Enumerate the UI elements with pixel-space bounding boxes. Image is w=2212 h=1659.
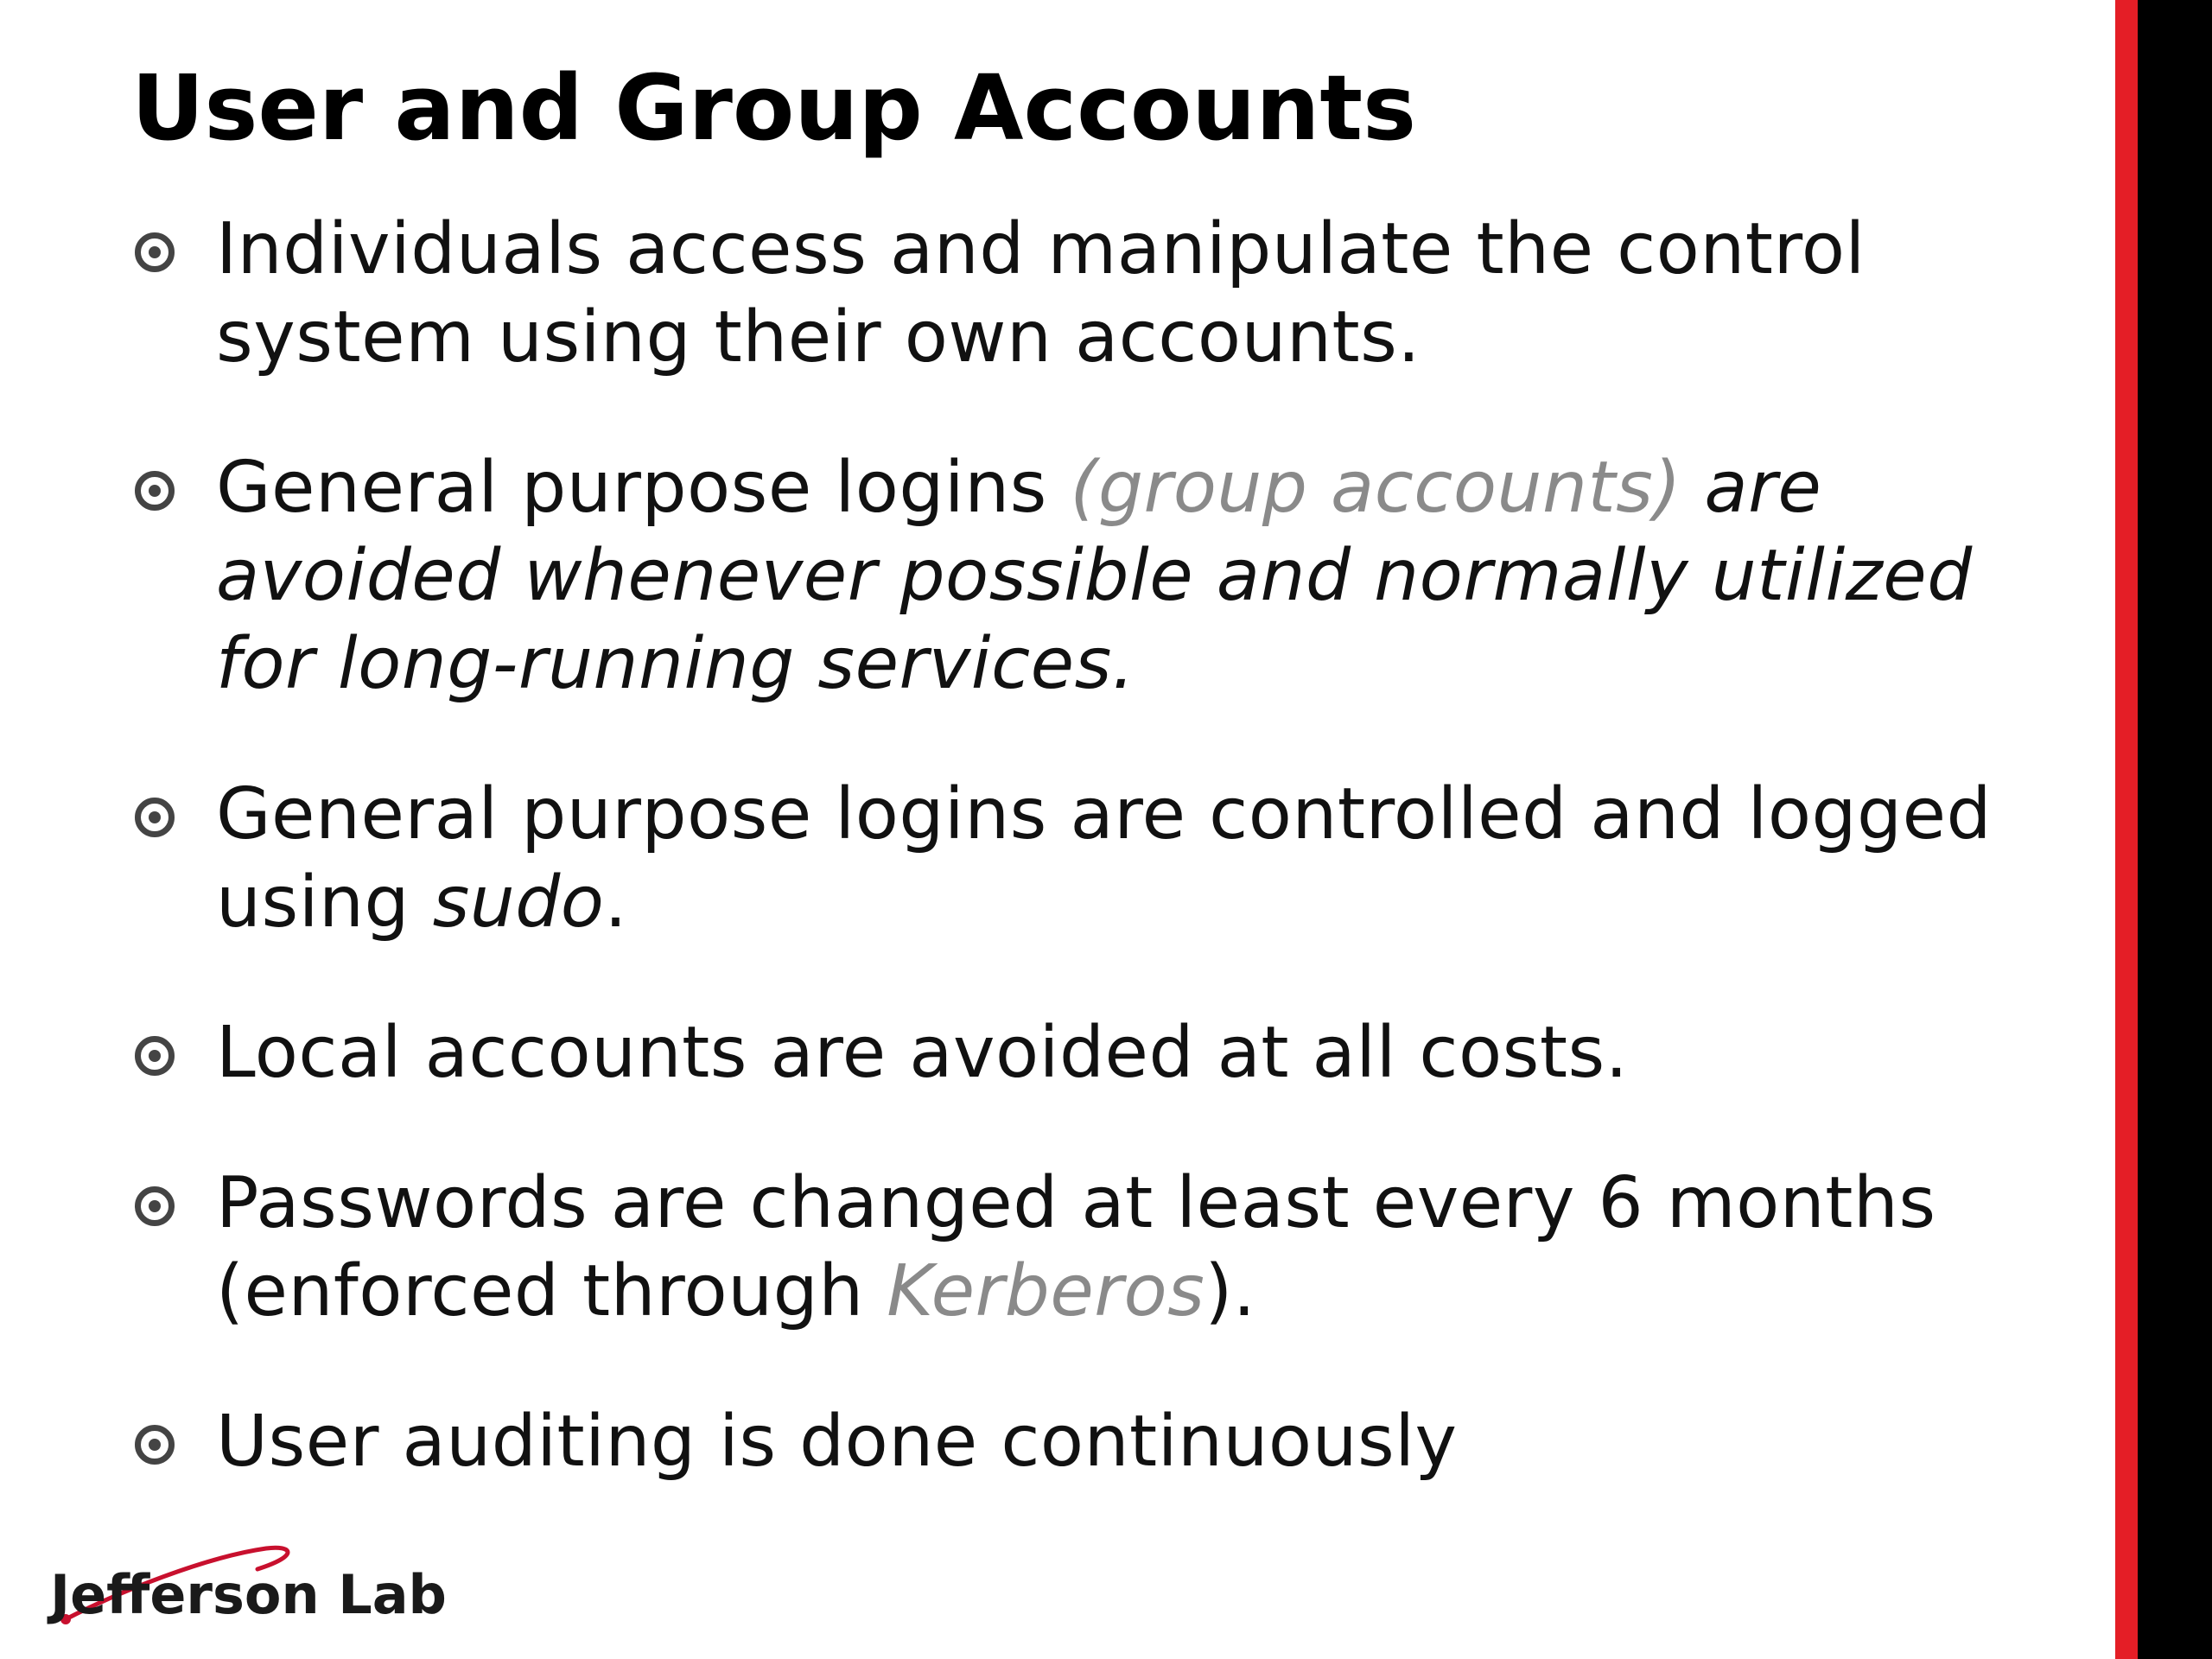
target-bullet-icon <box>135 798 175 837</box>
bullet-segment-grey-italic: (group accounts) <box>1070 447 1681 529</box>
bullet-item <box>130 444 2082 709</box>
bullet-segment: Passwords are changed at least every 6 months (enforced through <box>216 1162 1936 1332</box>
target-bullet-icon <box>135 1186 175 1226</box>
bullet-segment: ). <box>1205 1250 1256 1332</box>
slide-title: User and Group Accounts <box>131 55 1416 161</box>
bullet-list <box>130 206 2082 1550</box>
bullet-text <box>216 1012 1628 1094</box>
bullet-segment: Individuals access and manipulate the control system using their own accounts. <box>216 208 1866 378</box>
bullet-segment: User auditing is done continuously <box>216 1401 1458 1483</box>
bullet-text <box>216 1401 1458 1483</box>
target-bullet-icon <box>135 232 175 272</box>
bullet-segment-italic: sudo <box>432 861 605 944</box>
bullet-text <box>216 208 1866 378</box>
bullet-item <box>130 206 2082 382</box>
bullet-text <box>216 1162 1936 1332</box>
bullet-segment-grey-italic: Kerberos <box>887 1250 1205 1332</box>
bullet-segment: . <box>604 861 628 944</box>
target-bullet-icon <box>135 1036 175 1076</box>
bullet-item <box>130 771 2082 947</box>
bullet-item <box>130 1009 2082 1097</box>
target-bullet-icon <box>135 1425 175 1465</box>
bullet-text <box>216 773 1992 944</box>
bullet-segment: General purpose logins <box>216 447 1071 529</box>
bullet-text <box>216 447 1973 705</box>
side-bar-red-stripe <box>2115 0 2138 1659</box>
bullet-segment: General purpose logins are controlled and logged using <box>216 773 1993 944</box>
target-bullet-icon <box>135 471 175 511</box>
jefferson-lab-logo <box>50 1531 447 1635</box>
bullet-segment-italic: are avoided whenever possible and normally utilized for long-running services. <box>216 447 1973 705</box>
bullet-item <box>130 1398 2082 1486</box>
logo-text: Jefferson Lab <box>50 1563 447 1626</box>
side-bar-decoration <box>2115 0 2212 1659</box>
bullet-item <box>130 1160 2082 1336</box>
bullet-segment: Local accounts are avoided at all costs. <box>216 1012 1629 1094</box>
